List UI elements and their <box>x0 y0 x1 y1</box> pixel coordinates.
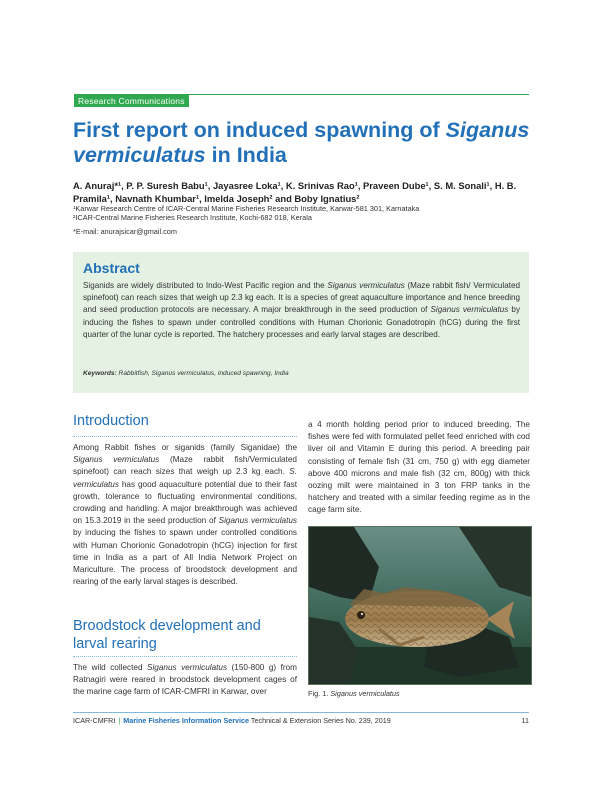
title-species-genus: Siganus <box>445 118 530 142</box>
page-number: 11 <box>521 716 529 725</box>
title-part: in India <box>205 143 287 167</box>
keywords <box>83 370 289 377</box>
column2-text: a 4 month holding period prior to induced breeding. The fishes were fed with formulated pellet feed enriched with cod liver oil and Vitamin E during this period. A breeding pair consisting of female fish (31 cm, 750 g) with egg diameter above 400 microns and male fish (32 cm, 800g) with thick oozing milt were maintained in 3 ton FRP tanks in the hatchery and treated with a similar feeding regime as in the cage farm site. <box>308 420 530 515</box>
footer-separator: | <box>118 716 121 725</box>
affiliation-1: ¹Karwar Research Centre of ICAR-Central Marine Fisheries Research Institute, Karwar-581 301, Karnataka <box>73 204 420 213</box>
figure-caption <box>308 689 400 698</box>
abstract-text-part: (Maze rabbit fish/ Vermiculated spinefoot) can reach sizes that weigh up 2.3 kg each. It is a species of great aquaculture importance and hence breeding and seed production protocols are necessary. A major breakthrough in the seed production of <box>83 281 520 315</box>
title-species-epithet: vermiculatus <box>73 143 206 167</box>
abstract-text-part: by inducing the fishes to spawn under controlled conditions with Human Chorionic Gonadotropin (hCG) during the first quarter of the lunar cycle is reported. The hatchery processes and early larval stages are described. <box>83 305 520 339</box>
heading-divider <box>73 656 297 657</box>
footer-service: Marine Fisheries Information Service <box>123 716 250 725</box>
author-line: Pramila¹, Navnath Khumbar¹, Imelda Joseph² and Boby Ignatius² <box>73 192 360 204</box>
title-part: First report on induced spawning of <box>73 118 446 142</box>
author-line: A. Anuraj*¹, P. P. Suresh Babu¹, Jayasree Loka¹, K. Srinivas Rao¹, Praveen Dube¹, S. M. Sonali¹, H. B. <box>73 180 517 191</box>
species-name: Siganus vermiculatus <box>73 455 160 465</box>
text-part: by inducing the fishes to spawn under controlled conditions with Human Chorionic Gonadotropin (hCG) injection for first time in India as a part of All India Network Project on Mariculture. The process of broodstock development and rearing of the early larval stages is described. <box>73 528 297 587</box>
broodstock-heading: Broodstock development and larval rearing <box>73 618 261 652</box>
species-name: Siganus vermiculatus <box>147 663 228 672</box>
text-part: The wild collected <box>73 663 148 672</box>
text-part: has good aquaculture potential due to their fast growth, tolerance to fluctuating environmental conditions, crowding and handling. A major breakthrough was achieved on 15.3.2019 in the seed production of <box>73 479 297 526</box>
species-name: Siganus vermiculatus <box>330 689 400 698</box>
introduction-heading: Introduction <box>73 413 149 429</box>
broodstock-text <box>73 662 297 699</box>
heading-divider <box>73 436 297 437</box>
author-list <box>73 180 533 205</box>
section-label: Research Communications <box>74 95 189 107</box>
footer-series: Technical & Extension Series No. 239, 2019 <box>249 716 391 725</box>
text-part: (150-800 g) from Ratnagiri were reared in broodstock development cages of the marine cage farm of ICAR-CMFRI in Karwar, over <box>73 663 297 697</box>
text-part: Among Rabbit fishes or siganids (family Siganidae) the <box>73 443 297 452</box>
introduction-text <box>73 442 297 588</box>
affiliation-2: ²ICAR-Central Marine Fisheries Research Institute, Kochi-682 018, Kerala <box>73 213 312 222</box>
abstract-text-part: Siganids are widely distributed to Indo-West Pacific region and the <box>83 281 328 290</box>
abstract-box <box>73 252 529 393</box>
keywords-text: Rabbitfish, Siganus vermiculatus, induced spawning, India <box>116 370 289 377</box>
keywords-label: Keywords: <box>83 370 117 377</box>
species-name: S. vermiculatus <box>73 467 297 489</box>
abstract-heading: Abstract <box>83 260 140 276</box>
fish-photo <box>308 526 532 685</box>
footer-divider <box>73 712 529 713</box>
article-title <box>73 118 533 168</box>
section-tag <box>74 94 529 107</box>
species-name: Siganus vermiculatus <box>218 516 297 526</box>
species-name: Siganus vermiculatus <box>430 305 509 315</box>
text-part: (Maze rabbit fish/Vermiculated spinefoot) can reach sizes that weigh up 2.3 kg each. <box>73 455 297 477</box>
footer-org: ICAR-CMFRI <box>73 716 116 725</box>
caption-label: Fig. 1. <box>308 689 331 698</box>
fish-photo-illustration <box>309 527 531 684</box>
footer-citation <box>73 716 391 725</box>
species-name: Siganus vermiculatus <box>327 281 405 290</box>
abstract-text <box>83 280 520 341</box>
corresponding-email[interactable]: *E-mail: anurajsicar@gmail.com <box>73 227 177 236</box>
